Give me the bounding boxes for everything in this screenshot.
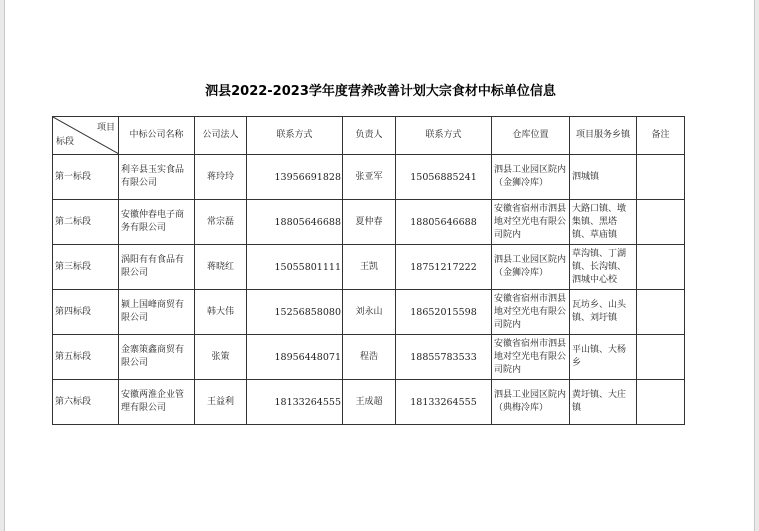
header-service-towns: 项目服务乡镇 — [570, 117, 637, 155]
remarks-cell — [637, 245, 685, 290]
phone-cell: 15256858080 — [247, 290, 343, 335]
company-cell: 金寨策鑫商贸有限公司 — [119, 335, 195, 380]
header-row — [53, 117, 685, 155]
company-cell: 颍上国峰商贸有限公司 — [119, 290, 195, 335]
towns-cell: 泗城镇 — [570, 155, 637, 200]
towns-cell: 瓦坊乡、山头镇、刘圩镇 — [570, 290, 637, 335]
remarks-cell — [637, 155, 685, 200]
warehouse-cell: 安徽省宿州市泗县地对空光电有限公司院内 — [492, 290, 570, 335]
table-row — [53, 155, 685, 200]
manager-cell: 王成超 — [343, 380, 396, 425]
table-row — [53, 290, 685, 335]
table-row — [53, 380, 685, 425]
legal-person-cell: 韩大伟 — [195, 290, 247, 335]
legal-person-cell: 常宗磊 — [195, 200, 247, 245]
manager-cell: 夏仲春 — [343, 200, 396, 245]
phone-cell: 15056885241 — [396, 155, 492, 200]
table-row — [53, 245, 685, 290]
phone-cell: 18133264555 — [396, 380, 492, 425]
corner-label-project: 项目 — [96, 123, 115, 133]
phone-cell: 18133264555 — [247, 380, 343, 425]
phone-cell: 18751217222 — [396, 245, 492, 290]
corner-header-cell — [53, 117, 119, 155]
phone-cell: 18805646688 — [396, 200, 492, 245]
phone-cell: 18805646688 — [247, 200, 343, 245]
section-cell: 第五标段 — [53, 335, 119, 380]
warehouse-cell: 泗县工业园区院内（金狮冷库） — [492, 245, 570, 290]
document-title: 泗县2022-2023学年度营养改善计划大宗食材中标单位信息 — [205, 84, 556, 99]
legal-person-cell: 王益利 — [195, 380, 247, 425]
phone-cell: 18956448071 — [247, 335, 343, 380]
towns-cell: 黄圩镇、大庄镇 — [570, 380, 637, 425]
legal-person-cell: 蒋晓红 — [195, 245, 247, 290]
section-cell: 第二标段 — [53, 200, 119, 245]
manager-cell: 刘永山 — [343, 290, 396, 335]
phone-cell: 18652015598 — [396, 290, 492, 335]
winning-bidders-table — [52, 116, 685, 425]
section-cell: 第三标段 — [53, 245, 119, 290]
manager-cell: 程浩 — [343, 335, 396, 380]
towns-cell: 平山镇、大杨乡 — [570, 335, 637, 380]
header-company: 中标公司名称 — [119, 117, 195, 155]
company-cell: 利辛县玉实食品有限公司 — [119, 155, 195, 200]
remarks-cell — [637, 335, 685, 380]
legal-person-cell: 张策 — [195, 335, 247, 380]
table-row — [53, 200, 685, 245]
header-legal-person: 公司法人 — [195, 117, 247, 155]
phone-cell: 18855783533 — [396, 335, 492, 380]
remarks-cell — [637, 380, 685, 425]
company-cell: 安徽两淮企业管理有限公司 — [119, 380, 195, 425]
towns-cell: 草沟镇、丁湖镇、长沟镇、泗城中心校 — [570, 245, 637, 290]
document-page — [4, 0, 755, 531]
header-contact-2: 联系方式 — [396, 117, 492, 155]
manager-cell: 王凯 — [343, 245, 396, 290]
remarks-cell — [637, 200, 685, 245]
corner-label-section: 标段 — [56, 137, 75, 147]
header-manager: 负责人 — [343, 117, 396, 155]
header-contact-1: 联系方式 — [247, 117, 343, 155]
warehouse-cell: 泗县工业园区院内（金狮冷库） — [492, 155, 570, 200]
header-remarks: 备注 — [637, 117, 685, 155]
remarks-cell — [637, 290, 685, 335]
section-cell: 第四标段 — [53, 290, 119, 335]
company-cell: 涡阳有有食品有限公司 — [119, 245, 195, 290]
section-cell: 第一标段 — [53, 155, 119, 200]
header-warehouse: 仓库位置 — [492, 117, 570, 155]
phone-cell: 15055801111 — [247, 245, 343, 290]
legal-person-cell: 蒋玲玲 — [195, 155, 247, 200]
company-cell: 安徽仲春电子商务有限公司 — [119, 200, 195, 245]
warehouse-cell: 泗县工业园区院内（典梅冷库） — [492, 380, 570, 425]
phone-cell: 13956691828 — [247, 155, 343, 200]
section-cell: 第六标段 — [53, 380, 119, 425]
warehouse-cell: 安徽省宿州市泗县地对空光电有限公司院内 — [492, 335, 570, 380]
manager-cell: 张亚军 — [343, 155, 396, 200]
towns-cell: 大路口镇、墩集镇、黑塔镇、草庙镇 — [570, 200, 637, 245]
table-row — [53, 335, 685, 380]
warehouse-cell: 安徽省宿州市泗县地对空光电有限公司院内 — [492, 200, 570, 245]
